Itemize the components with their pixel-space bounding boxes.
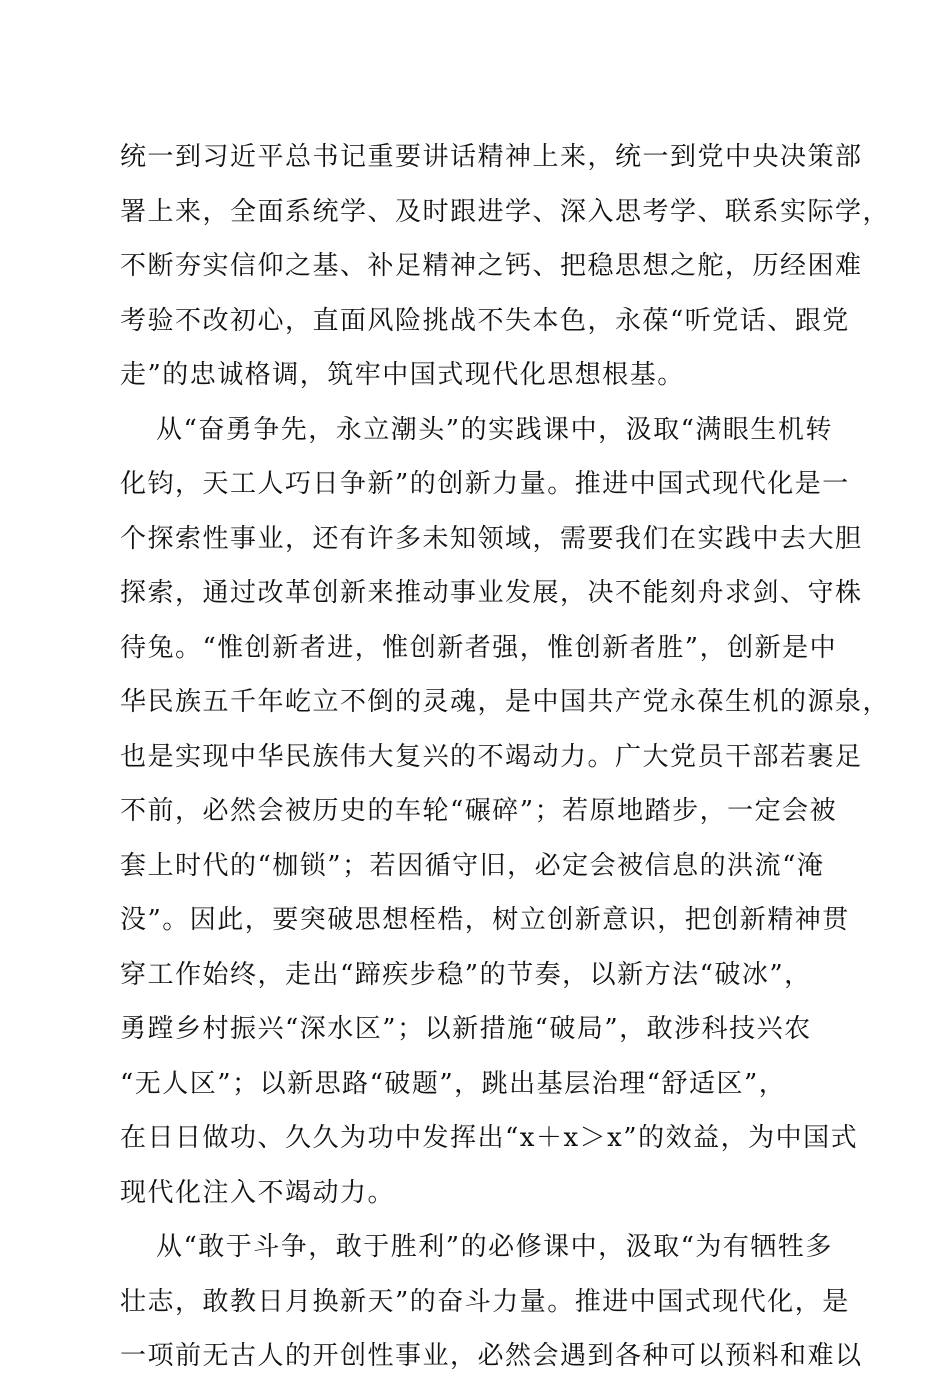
paragraph-2-line-10: 没”。因此，要突破思想桎梏，树立创新意识，把创新精神贯 xyxy=(120,905,850,935)
paragraph-3-line-2: 壮志，敢教日月换新天”的奋斗力量。推进中国式现代化，是 xyxy=(120,1286,850,1317)
paragraph-2-line-6: 华民族五千年屹立不倒的灵魂，是中国共产党永葆生机的源泉， xyxy=(120,687,891,717)
paragraph-2-line-5: 待兔。“惟创新者进，惟创新者强，惟创新者胜”，创新是中 xyxy=(120,632,838,663)
paragraph-2-line-15: 现代化注入不竭动力。 xyxy=(120,1177,396,1208)
paragraph-2-line-13: “无人区”；以新思路“破题”，跳出基层治理“舒适区”， xyxy=(120,1068,787,1099)
paragraph-2-line-11: 穿工作始终，走出“蹄疾步稳”的节奏，以新方法“破冰”， xyxy=(120,959,812,990)
paragraph-3-line-3: 一项前无古人的开创性事业，必然会遇到各种可以预料和难以 xyxy=(120,1341,863,1371)
paragraph-2-line-1: 从“奋勇争先，永立潮头”的实践课中，汲取“满眼生机转 xyxy=(156,414,833,445)
document-body xyxy=(120,130,891,1384)
paragraph-1-line-5: 走”的忠诚格调，筑牢中国式现代化思想根基。 xyxy=(120,360,685,390)
paragraph-2-line-3: 个探索性事业，还有许多未知领域，需要我们在实践中去大胆 xyxy=(120,523,863,554)
paragraph-2-line-14: 在日日做功、久久为功中发挥出“x＋x＞x”的效益，为中国式 xyxy=(120,1123,859,1153)
paragraph-2-line-12: 勇蹚乡村振兴“深水区”；以新措施“破局”，敢涉科技兴农 xyxy=(120,1014,812,1044)
paragraph-1-line-4: 考验不改初心，直面风险挑战不失本色，永葆“听党话、跟党 xyxy=(120,305,850,336)
paragraph-1-line-3: 不断夯实信仰之基、补足精神之钙、把稳思想之舵，历经困难 xyxy=(120,251,863,281)
paragraph-2-line-7: 也是实现中华民族伟大复兴的不竭动力。广大党员干部若裹足 xyxy=(120,741,863,772)
paragraph-2-line-9: 套上时代的“枷锁”；若因循守旧，必定会被信息的洪流“淹 xyxy=(120,850,825,881)
paragraph-1-line-1: 统一到习近平总书记重要讲话精神上来，统一到党中央决策部 xyxy=(120,142,863,172)
paragraph-3-line-1: 从“敢于斗争，敢于胜利”的必修课中，汲取“为有牺牲多 xyxy=(156,1232,833,1262)
paragraph-2-line-8: 不前，必然会被历史的车轮“碾碎”；若原地踏步，一定会被 xyxy=(120,796,838,826)
paragraph-2-line-4: 探索，通过改革创新来推动事业发展，决不能刻舟求剑、守株 xyxy=(120,578,863,608)
paragraph-1-line-2: 署上来，全面系统学、及时跟进学、深入思考学、联系实际学， xyxy=(120,196,891,227)
paragraph-2-line-2: 化钧，天工人巧日争新”的创新力量。推进中国式现代化是一 xyxy=(120,469,850,499)
